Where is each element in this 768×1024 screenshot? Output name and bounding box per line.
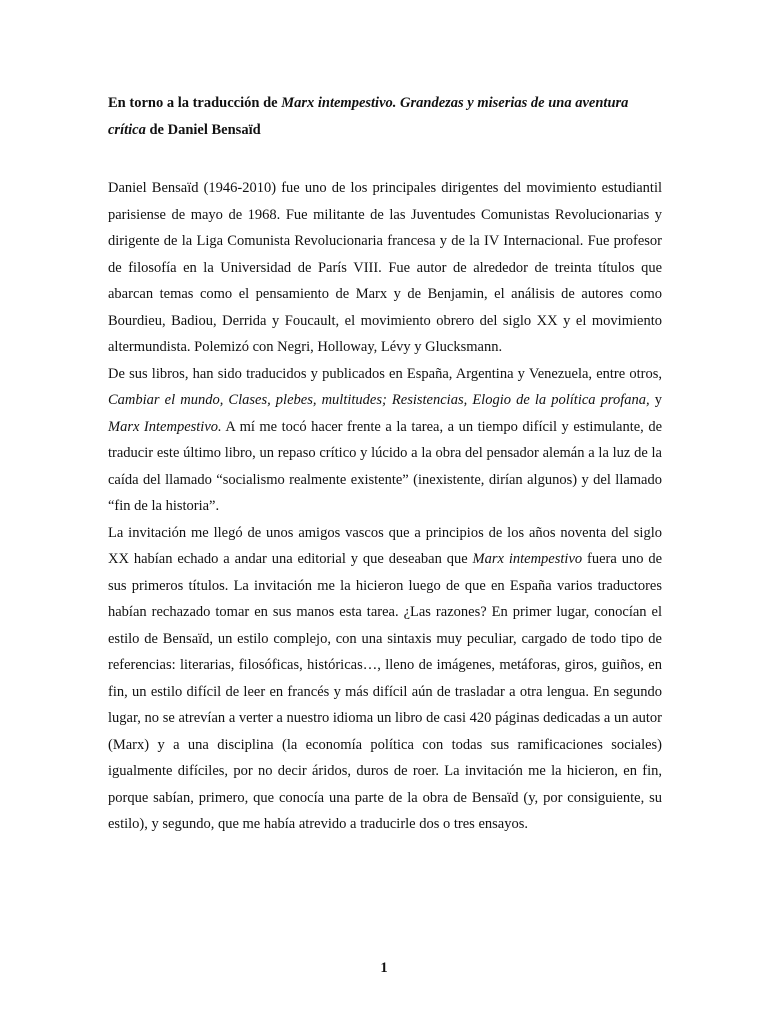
document-body xyxy=(108,175,662,838)
title-prefix: En torno a la traducción de xyxy=(108,95,282,111)
text-run: Daniel Bensaïd (1946-2010) fue uno de los principales dirigentes del movimiento estudiantil parisiense de mayo de 1968. Fue militante de las Juventudes Comunistas Revolucionarias y dirigente de la Liga Comunista Revolucionaria francesa y de la IV Internacional. Fue profesor de filosofía en la Universidad de París VIII. Fue autor de alrededor de treinta títulos que abarcan temas como el pensamiento de Marx y de Benjamin, el análisis de autores como Bourdieu, Badiou, Derrida y Foucault, el movimiento obrero del siglo XX y el movimiento altermundista. Polemizó con Negri, Holloway, Lévy y Glucksmann. xyxy=(108,180,662,355)
title-suffix: de Daniel Bensaïd xyxy=(145,122,261,138)
text-run: De sus libros, han sido traducidos y publicados en España, Argentina y Venezuela, entre otros, xyxy=(108,365,662,382)
body-paragraph xyxy=(108,175,662,361)
document-page xyxy=(108,90,662,838)
text-run: La invitación me llegó de unos amigos vascos que a principios de los años noventa del siglo XX habían echado a andar una editorial y que deseaban que xyxy=(108,524,662,567)
text-run: A mí me tocó hacer frente a la tarea, a un tiempo difícil y estimulante, de traducir este último libro, un repaso crítico y lúcido a la obra del pensador alemán a la luz de la caída del llamado “socialismo realmente existente” (inexistente, dirían algunos) y del llamado “fin de la historia”. xyxy=(108,418,663,514)
italic-text-run: Marx intempestivo xyxy=(472,551,583,567)
title-book-name: Marx intempestivo. Grandezas y miserias de una aventura crítica xyxy=(108,95,629,138)
text-run: fuera uno de sus primeros títulos. La invitación me la hicieron luego de que en España varios traductores habían rechazado tomar en sus manos esta tarea. ¿Las razones? En primer lugar, conocían el estilo de Bensaïd, un estilo complejo, con una sintaxis muy peculiar, cargado de todo tipo de referencias: literarias, filosóficas, históricas…, lleno de imágenes, metáforas, giros, guiños, en fin, un estilo difícil de leer en francés y más difícil aún de trasladar a otra lengua. En segundo lugar, no se atrevían a verter a nuestro idioma un libro de casi 420 páginas dedicadas a un autor (Marx) y a una disciplina (la economía política con todas sus ramificaciones sociales) igualmente difíciles, por no decir áridos, duros de roer. La invitación me la hicieron, en fin, porque sabían, primero, que conocía una parte de la obra de Bensaïd (y, por consiguiente, su estilo), y segundo, que me había atrevido a traducirle dos o tres ensayos. xyxy=(108,551,663,832)
body-paragraph xyxy=(108,520,662,838)
text-run: y xyxy=(649,392,663,408)
body-paragraph xyxy=(108,361,662,520)
page-number: 1 xyxy=(380,960,388,976)
document-title xyxy=(108,90,662,144)
italic-text-run: Cambiar el mundo, Clases, plebes, multitudes; Resistencias, Elogio de la política profana, xyxy=(108,392,650,408)
italic-text-run: Marx Intempestivo. xyxy=(108,418,222,435)
